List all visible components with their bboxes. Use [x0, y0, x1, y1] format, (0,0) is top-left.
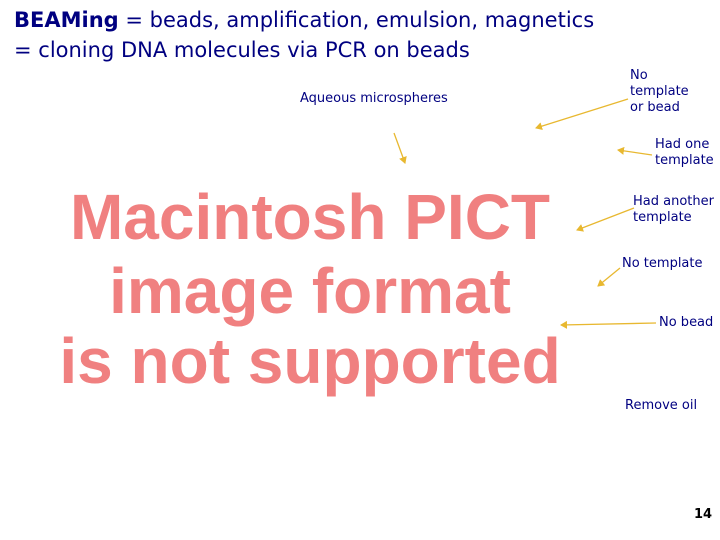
- label-remove-oil: Remove oil: [625, 398, 698, 413]
- page-number: 14: [694, 507, 713, 522]
- arrow-had-another: [577, 208, 634, 230]
- slide-title-line2: = cloning DNA molecules via PCR on beads: [14, 38, 470, 62]
- arrow-had-one: [618, 150, 652, 155]
- arrow-no-template: [598, 268, 620, 286]
- placeholder-line1: Macintosh PICT: [69, 181, 551, 253]
- label-no-bead: No bead: [659, 315, 714, 330]
- arrow-no-template-or-bead: [536, 99, 628, 128]
- label-no-template: No template: [622, 256, 703, 271]
- label-aqueous-microspheres: Aqueous microspheres: [300, 91, 448, 106]
- title-keyword: BEAMing: [14, 8, 119, 32]
- placeholder-line2: image format: [109, 255, 511, 327]
- label-line: No: [630, 68, 648, 83]
- label-line: template: [630, 84, 689, 99]
- title-line1-rest: = beads, amplification, emulsion, magnetics: [118, 8, 595, 32]
- label-line: template: [655, 153, 714, 168]
- label-line: Had one: [655, 137, 710, 152]
- arrow-no-bead: [561, 323, 656, 325]
- placeholder-line3: is not supported: [59, 325, 561, 397]
- arrow-aqueous: [394, 133, 405, 163]
- label-line: or bead: [630, 100, 680, 115]
- label-line: template: [633, 210, 692, 225]
- label-line: Had another: [633, 194, 714, 209]
